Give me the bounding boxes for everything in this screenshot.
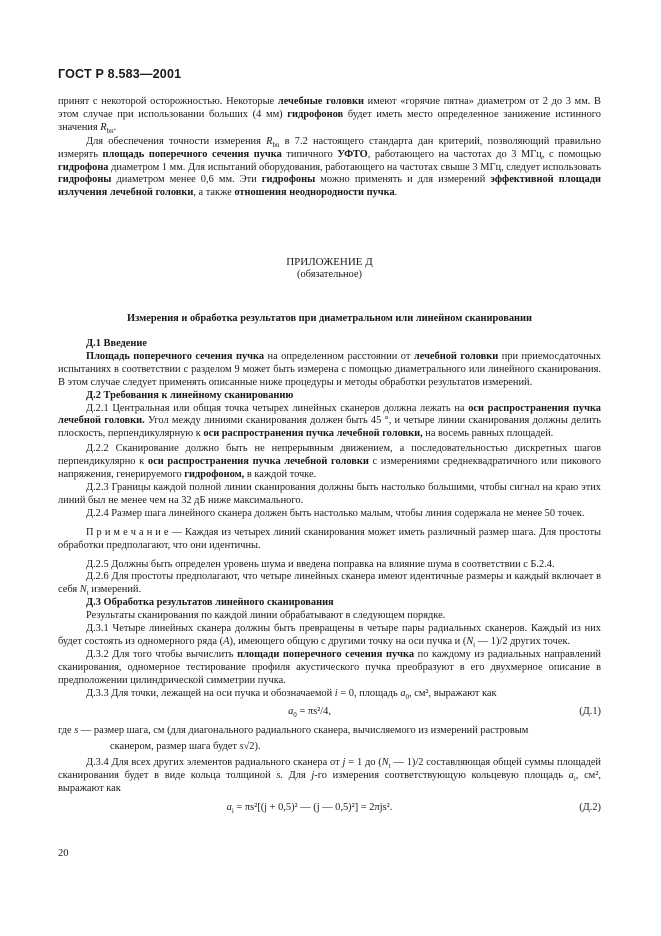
section-d3-4: Д.3.4 Для всех других элементов радиального сканера от j = 1 до ($N_t$ — 1)/2 составляющая общей суммы площадей сканирования будет в виде кольца толщиной s. Для j-го измерения соответствующую кольцевую площадь $a_i$, см², выражают как <box>58 757 601 794</box>
section-d2-title: Д.2 Требования к линейному сканированию <box>86 389 294 401</box>
equation-d2: $a_i = \pi s^2[(j + 0,5)^2$ — (j — 0,5)²] = 2πjs². (Д.2) <box>226 801 601 815</box>
section-d2-4: Д.2.4 Размер шага линейного сканера должен быть настолько малым, чтобы линия содержала не менее 50 точек. <box>86 507 585 519</box>
equation-d1: $a_0 = \pi s^2/4$, (Д.1) <box>288 706 601 720</box>
section-d3-3: Д.3.3 Для точки, лежащей на оси пучка и обозначаемой i = 0, площадь $a_0$, см², выражают как <box>86 687 497 701</box>
appendix-title: ПРИЛОЖЕНИЕ Д <box>286 256 373 268</box>
section-d1-text: Площадь поперечного сечения пучка на определенном расстоянии от лечебной головки при приемосдаточных испытаниях в соответствии с разделом 9 может быть измерена с помощью диаметрального или линейного сканирования. В этом случае следует применять описанные ниже процедуры и методы обработки результатов измерений. <box>58 350 601 388</box>
appendix-header <box>58 256 601 282</box>
section-d2-6: Д.2.6 Для простоты предполагают, что четыре линейных сканера имеют идентичные размеры и каждый включает в себя $N_t$ измерений. <box>58 571 601 598</box>
section-d2-2: Д.2.2 Сканирование должно быть не непрерывным движением, а последовательностью дискретных шагов перпендикулярно к оси распространения пучка лечебной головки с измерениями среднеквадратичного или пикового напряжения, генерируемого гидрофоном, в каждой точке. <box>58 443 601 481</box>
intro-paragraph-2: Для обеспечения точности измерения $R_{bn}$ в 7.2 настоящего стандарта дан критерий, позволяющий правильно измерять площадь поперечного сечения пучка типичного УФТО, работающего на частотах до 3 МГц, с помощью гидрофона диаметром 1 мм. Для испытаний оборудования, работающего на частотах свыше 3 МГц, следует использовать гидрофоны диаметром менее 0,6 мм. Эти гидрофоны можно применять и для измерений эффективной площади излучения лечебной головки, а также отношения неоднородности пучка. <box>58 135 602 199</box>
page-number: 20 <box>58 848 69 859</box>
appendix-body <box>58 338 601 815</box>
document-header: ГОСТ Р 8.583—2001 <box>58 67 182 81</box>
section-d3-title: Д.3 Обработка результатов линейного сканирования <box>86 597 334 609</box>
appendix-heading: Измерения и обработка результатов при диаметральном или линейном сканировании <box>127 313 532 324</box>
section-d2-note: П р и м е ч а н и е — Каждая из четырех линий сканирования может иметь различный размер шага. Для простоты обработки предполагают, что они идентичны. <box>58 526 601 551</box>
section-d3-0: Результаты сканирования по каждой линии обрабатывают в следующем порядке. <box>86 610 446 622</box>
section-d3-3-where: где s — размер шага, см (для диагонального радиального сканера, вычисляемого из измерений растровым <box>58 725 529 737</box>
section-d3-2: Д.3.2 Для того чтобы вычислить площади поперечного сечения пучка по каждому из радиальных направлений сканирования, одномерное тестирование профиля акустического пучка преобразуют в его двухмерное описание в предположении цилиндрической симметрии пучка. <box>58 648 601 686</box>
section-d3-1: Д.3.1 Четыре линейных сканера должны быть превращены в четыре пары радиальных сканеров. Каждый из них будет состоять из одномерного ряда (A), имеющего общую с другими точку на оси пучка и ($N_t$ — 1)/2 других точек. <box>58 623 601 650</box>
intro-paragraph-1: принят с некоторой осторожностью. Некоторые лечебные головки имеют «горячие пятна» диаметром от 2 до 3 мм. В этом случае при использовании больших (4 мм) гидрофонов будет иметь место определенное занижение истинного значения $R_{bn}$. <box>58 96 601 135</box>
section-d2-3: Д.2.3 Границы каждой полной линии сканирования должны быть настолько большими, чтобы сигнал на краю этих линий был не менее чем на 32 дБ ниже максимального. <box>58 481 601 506</box>
appendix-heading-block <box>58 313 601 326</box>
section-d2-1: Д.2.1 Центральная или общая точка четырех линейных сканеров должна лежать на оси распространения пучка лечебной головки. Угол между линиями сканирования должен быть 45 °, и четыре линии сканирования должны делить плоскость, перпендикулярную к оси распространения пучка лечебной головки, на восемь равных площадей. <box>58 402 601 440</box>
intro-section <box>58 96 601 200</box>
section-d3-3-where-cont: сканером, размер шага будет s√2). <box>110 741 261 753</box>
appendix-subtitle: (обязательное) <box>297 268 362 280</box>
section-d1-title: Д.1 Введение <box>86 338 148 349</box>
section-d2-5: Д.2.5 Должны быть определен уровень шума и введена поправка на влияние шума в соответствии с Б.2.4. <box>86 558 555 570</box>
